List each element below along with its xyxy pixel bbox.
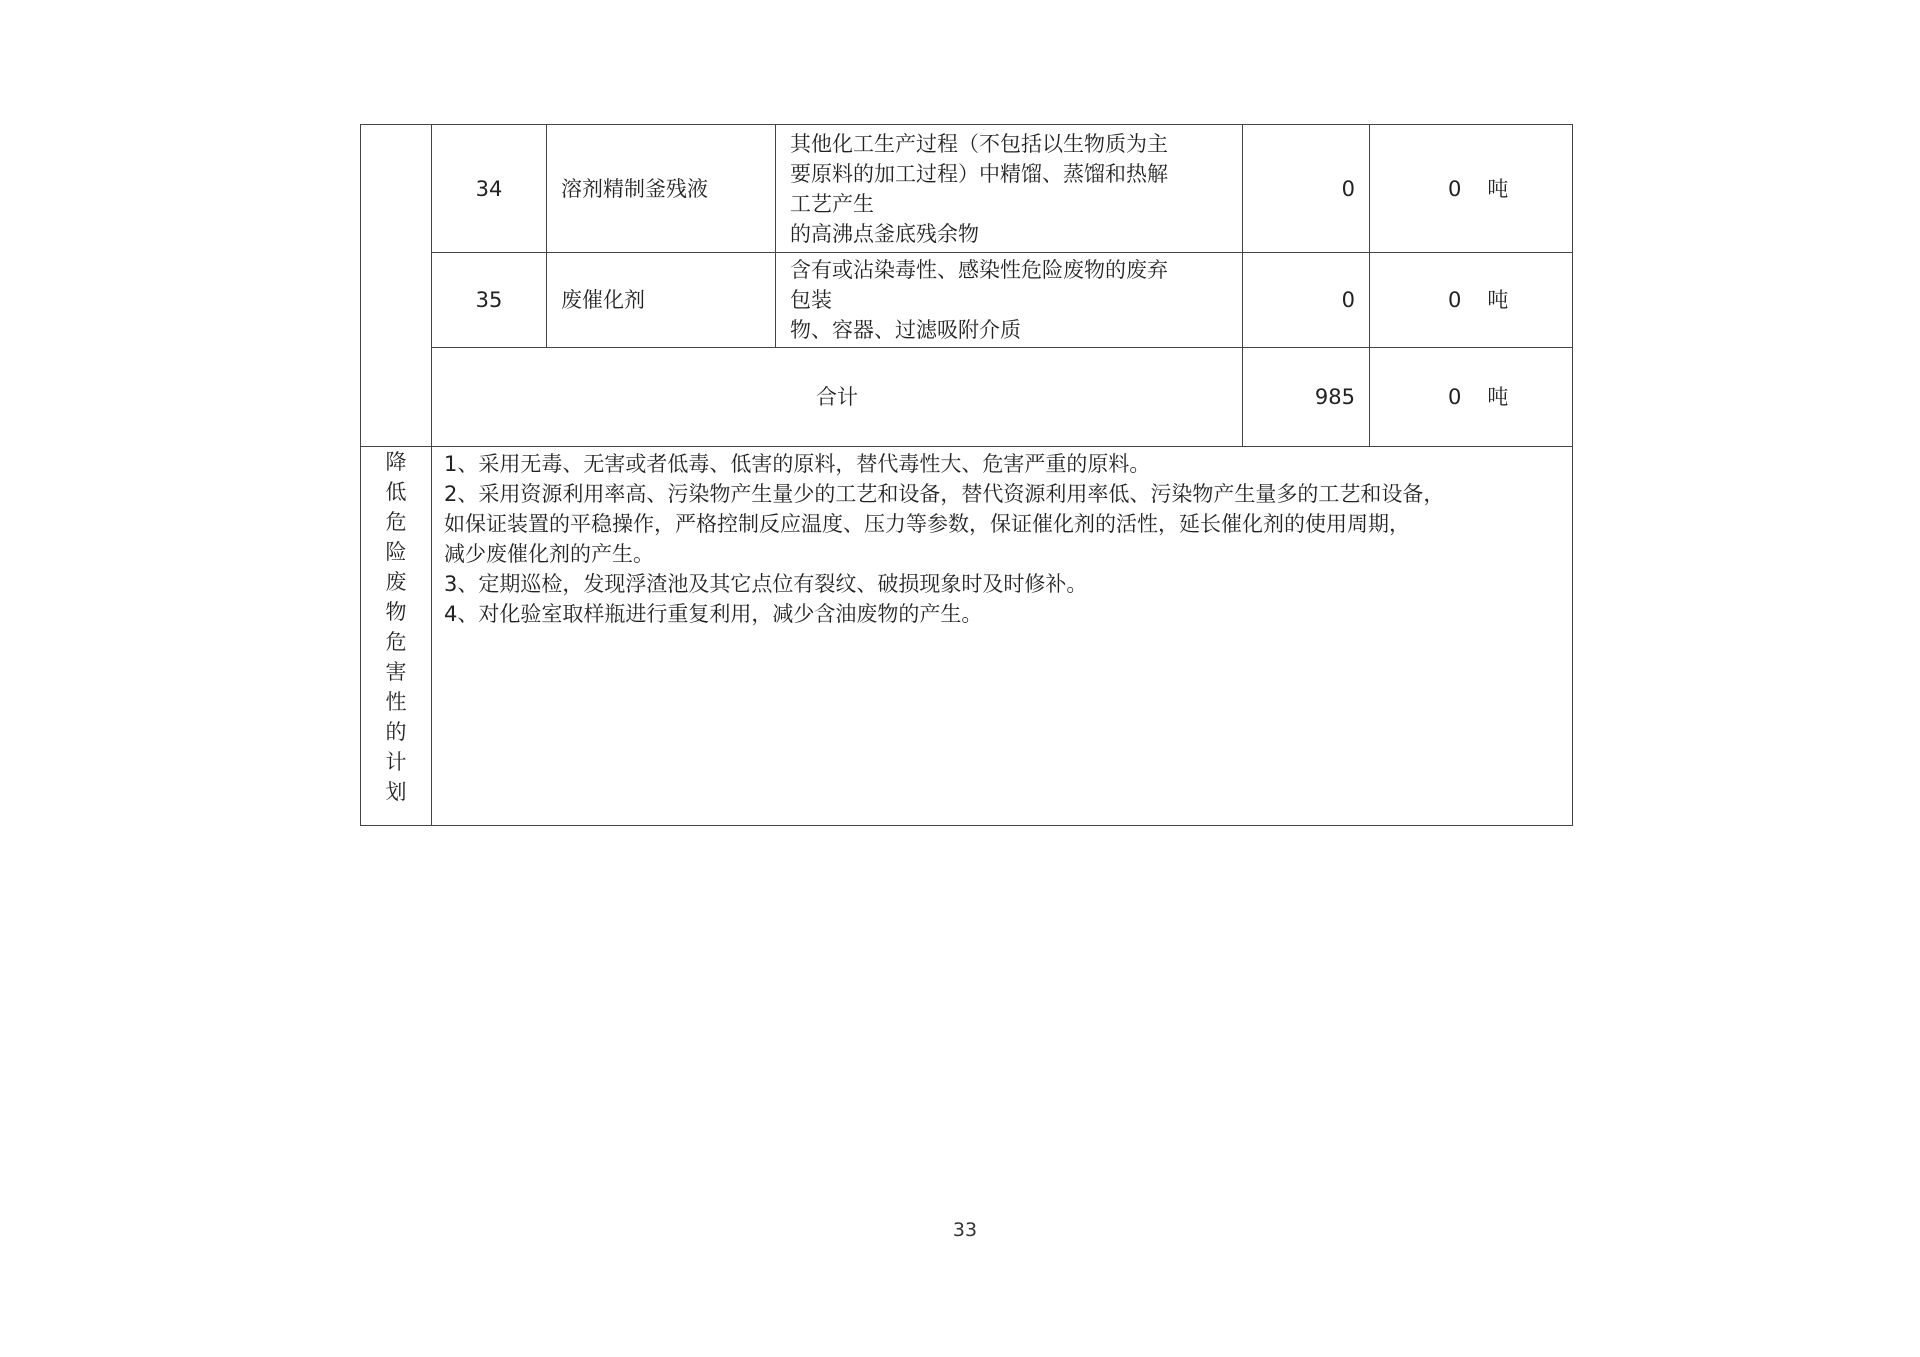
side-label-char: 的 — [385, 720, 407, 744]
side-label-char: 物 — [385, 600, 407, 624]
waste-name: 溶剂精制釜残液 — [547, 125, 776, 253]
amount-cell — [1370, 125, 1573, 253]
quantity: 0 — [1243, 253, 1370, 348]
plan-line: 3、定期巡检，发现浮渣池及其它点位有裂纹、破损现象时及时修补。 — [444, 572, 1088, 596]
amount-unit: 吨 — [1487, 176, 1509, 201]
plan-line: 减少废催化剂的产生。 — [444, 542, 654, 566]
side-label-char: 低 — [385, 480, 407, 504]
waste-description — [776, 125, 1243, 253]
side-label-char: 害 — [385, 660, 407, 684]
total-amount-cell — [1370, 348, 1573, 447]
plan-line: 如保证装置的平稳操作，严格控制反应温度、压力等参数，保证催化剂的活性，延长催化剂的使用周期， — [444, 512, 1410, 536]
total-row — [361, 348, 1573, 447]
quantity: 0 — [1243, 125, 1370, 253]
description-line: 包装 — [790, 288, 832, 312]
plan-side-label — [361, 447, 432, 826]
side-cell-empty — [361, 125, 432, 447]
plan-row — [361, 447, 1573, 826]
side-label-char: 性 — [385, 690, 407, 714]
amount-value: 0 — [1448, 176, 1462, 201]
waste-table — [360, 124, 1573, 826]
side-label-char: 险 — [385, 540, 407, 564]
side-label-char: 计 — [385, 750, 407, 774]
amount-cell — [1370, 253, 1573, 348]
amount-unit: 吨 — [1487, 288, 1509, 312]
row-number: 34 — [432, 125, 547, 253]
description-line: 物、容器、过滤吸附介质 — [790, 318, 1021, 342]
amount-value: 0 — [1448, 288, 1462, 312]
description-line: 其他化工生产过程（不包括以生物质为主 — [790, 131, 1168, 156]
table-row — [361, 253, 1573, 348]
side-label-char: 危 — [385, 510, 407, 534]
row-number: 35 — [432, 253, 547, 348]
table-row — [361, 125, 1573, 253]
plan-content — [432, 447, 1573, 826]
total-quantity: 985 — [1243, 348, 1370, 447]
side-label-char: 降 — [385, 450, 407, 474]
description-line: 的高沸点釜底残余物 — [790, 221, 979, 246]
plan-line: 4、对化验室取样瓶进行重复利用，减少含油废物的产生。 — [444, 602, 983, 626]
waste-description — [776, 253, 1243, 348]
waste-name: 废催化剂 — [547, 253, 776, 348]
total-amount-unit: 吨 — [1487, 385, 1509, 409]
side-label-char: 危 — [385, 630, 407, 654]
plan-line: 1、采用无毒、无害或者低毒、低害的原料，替代毒性大、危害严重的原料。 — [444, 452, 1151, 476]
description-line: 要原料的加工过程）中精馏、蒸馏和热解 — [790, 161, 1168, 186]
page-number: 33 — [952, 1219, 978, 1241]
side-label-char: 划 — [385, 780, 407, 804]
description-line: 含有或沾染毒性、感染性危险废物的废弃 — [790, 258, 1168, 282]
description-line: 工艺产生 — [790, 191, 874, 216]
total-label: 合计 — [432, 348, 1243, 447]
total-amount-value: 0 — [1448, 385, 1462, 409]
plan-line: 2、采用资源利用率高、污染物产生量少的工艺和设备，替代资源利用率低、污染物产生量多的工艺和设备， — [444, 482, 1445, 506]
side-label-char: 废 — [385, 570, 407, 594]
